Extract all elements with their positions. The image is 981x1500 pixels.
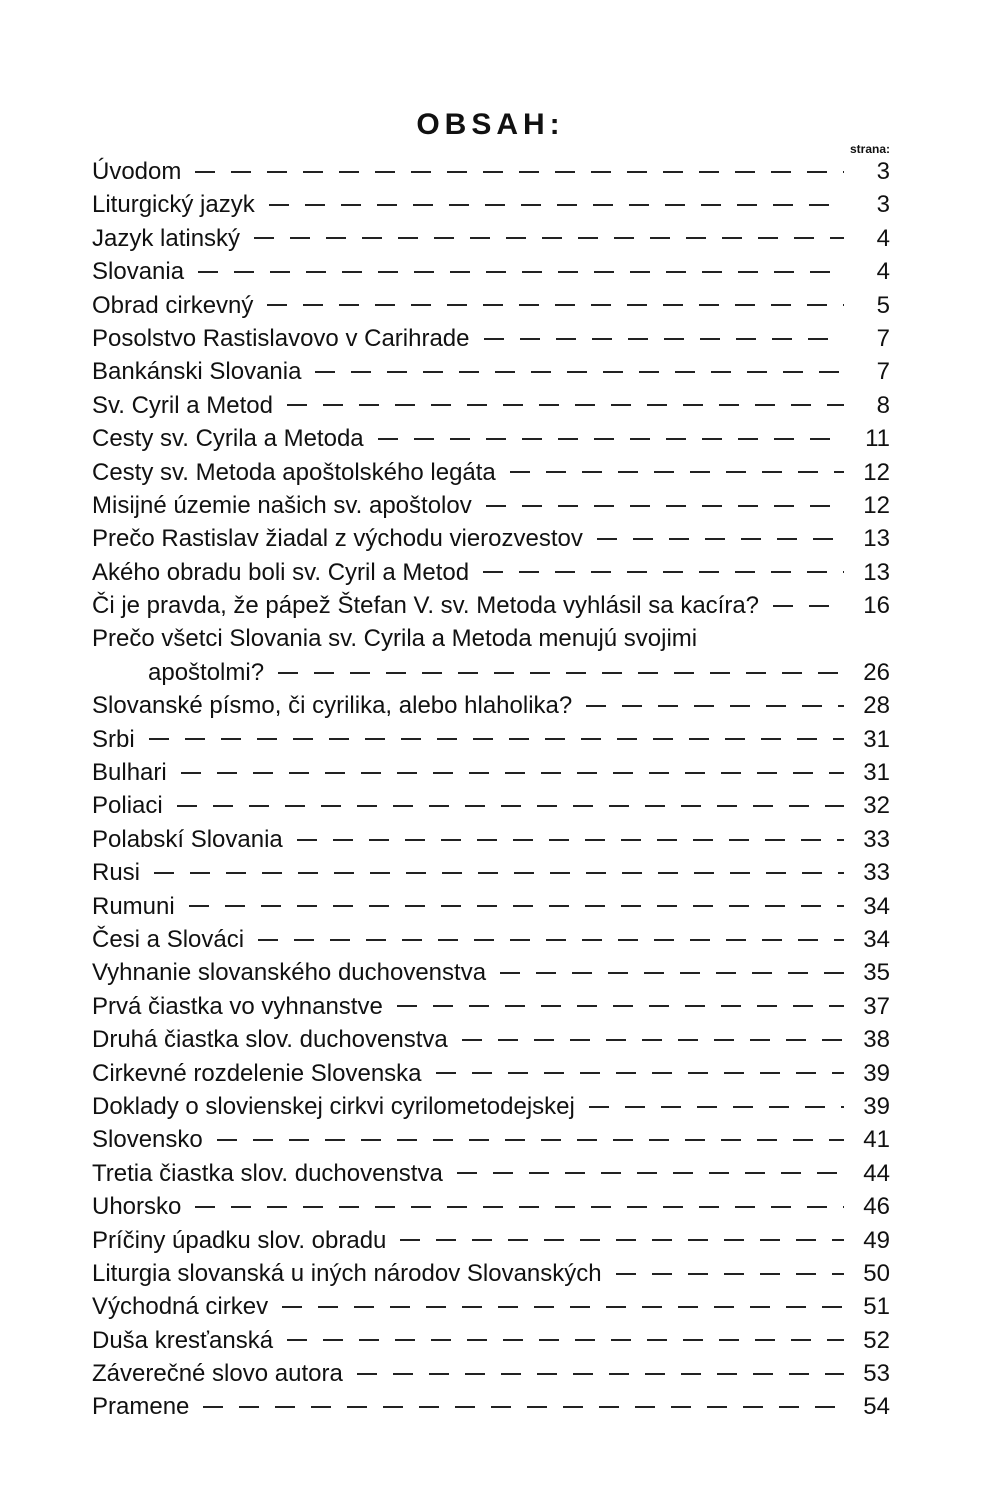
toc-leader-dashes (181, 772, 844, 774)
toc-entry (92, 1157, 890, 1190)
toc-entry (92, 289, 890, 322)
toc-entry-page-number: 41 (863, 1126, 890, 1154)
toc-entry-label: Príčiny úpadku slov. obradu (92, 1226, 387, 1254)
toc-entry (92, 389, 890, 422)
toc-leader-dashes (278, 672, 844, 674)
toc-entry-page-number: 3 (876, 191, 890, 219)
toc-entry-label: Akého obradu boli sv. Cyril a Metod (92, 558, 470, 586)
toc-entry-label: Sv. Cyril a Metod (92, 391, 273, 419)
toc-leader-dashes (217, 1139, 844, 1141)
toc-entry-page-number: 8 (876, 391, 890, 419)
toc-entry-label: Obrad cirkevný (92, 291, 254, 319)
toc-entry (92, 355, 890, 388)
toc-entry-page-number: 5 (876, 291, 890, 319)
toc-leader-dashes (203, 1406, 844, 1408)
toc-entry (92, 656, 890, 689)
toc-entry (92, 1190, 890, 1223)
toc-entry (92, 255, 890, 288)
toc-entry (92, 489, 890, 522)
toc-entry-label: Rumuni (92, 892, 175, 920)
toc-entry-label: Cesty sv. Metoda apoštolského legáta (92, 458, 496, 486)
toc-leader-dashes (297, 839, 844, 841)
toc-entry-page-number: 49 (863, 1226, 890, 1254)
toc-entry-label: Liturgický jazyk (92, 191, 255, 219)
toc-leader-dashes (269, 204, 844, 206)
toc-leader-dashes (484, 338, 845, 340)
toc-leader-dashes (287, 1339, 844, 1341)
toc-entry-label: Pramene (92, 1393, 190, 1421)
toc-entry-page-number: 33 (863, 825, 890, 853)
toc-entry (92, 990, 890, 1023)
toc-leader-dashes (195, 171, 844, 173)
page-column-header: strana: (849, 142, 890, 156)
toc-entry-page-number: 50 (863, 1259, 890, 1287)
toc-entry (92, 823, 890, 856)
toc-entry-page-number: 13 (863, 525, 890, 553)
toc-entry-page-number: 4 (876, 224, 890, 252)
toc-entry-label: Prečo všetci Slovania sv. Cyrila a Metoda menujú svojimi (92, 625, 698, 653)
toc-entry (92, 923, 890, 956)
toc-entry (92, 1290, 890, 1323)
toc-entry (92, 1390, 890, 1423)
toc-entry-label: Duša kresťanská (92, 1326, 274, 1354)
toc-entry (92, 723, 890, 756)
toc-entry-label: Polabskí Slovania (92, 825, 283, 853)
toc-entry-page-number: 33 (863, 859, 890, 887)
toc-entry-label: Jazyk latinský (92, 224, 241, 252)
toc-entry-label: Doklady o slovienskej cirkvi cyrilometodejskej (92, 1092, 575, 1120)
toc-entry-page-number: 13 (863, 558, 890, 586)
toc-entry-page-number: 37 (863, 992, 890, 1020)
toc-entry-label: Druhá čiastka slov. duchovenstva (92, 1026, 448, 1054)
toc-entry-label: Prečo Rastislav žiadal z východu vierozvestov (92, 525, 583, 553)
toc-leader-dashes (357, 1373, 844, 1375)
toc-entry-label: Úvodom (92, 158, 182, 185)
toc-entry (92, 1324, 890, 1357)
toc-entry (92, 222, 890, 255)
toc-leader-dashes (457, 1172, 844, 1174)
toc-entry (92, 456, 890, 489)
toc-entry (92, 188, 890, 221)
toc-entry (92, 422, 890, 455)
toc-leader-dashes (315, 371, 844, 373)
toc-entry (92, 1057, 890, 1090)
toc-leader-dashes (154, 872, 844, 874)
toc-entry-label: Liturgia slovanská u iných národov Slovanských (92, 1259, 602, 1287)
toc-entry-page-number: 51 (863, 1293, 890, 1321)
toc-leader-dashes (378, 438, 844, 440)
toc-leader-dashes (510, 471, 844, 473)
toc-entry-page-number: 39 (863, 1059, 890, 1087)
toc-entry-page-number: 16 (863, 592, 890, 620)
toc-entry-page-number: 31 (863, 725, 890, 753)
toc-entry-page-number: 44 (863, 1159, 890, 1187)
toc-entry-label: Slovanské písmo, či cyrilika, alebo hlaholika? (92, 692, 573, 720)
toc-entry (92, 756, 890, 789)
toc-leader-dashes (177, 805, 844, 807)
toc-leader-dashes (597, 538, 844, 540)
toc-entry (92, 322, 890, 355)
toc-leader-dashes (616, 1273, 844, 1275)
toc-entry-label: Uhorsko (92, 1193, 182, 1221)
toc-leader-dashes (195, 1206, 844, 1208)
toc-entry-page-number: 28 (863, 692, 890, 720)
toc-entry-page-number: 4 (876, 258, 890, 286)
toc-entry-label: Cirkevné rozdelenie Slovenska (92, 1059, 422, 1087)
toc-entry-page-number: 3 (876, 158, 890, 185)
toc-entry-page-number: 46 (863, 1193, 890, 1221)
toc-entry (92, 1357, 890, 1390)
toc-entry (92, 856, 890, 889)
toc-entry (92, 1224, 890, 1257)
toc-leader-dashes (149, 738, 844, 740)
toc-leader-dashes (282, 1306, 844, 1308)
toc-entry-label: Cesty sv. Cyrila a Metoda (92, 425, 364, 453)
toc-leader-dashes (198, 271, 844, 273)
toc-entry-page-number: 7 (876, 358, 890, 386)
toc-entry-page-number: 52 (863, 1326, 890, 1354)
toc-entry-page-number: 31 (863, 759, 890, 787)
toc-entry (92, 1023, 890, 1056)
toc-entry (92, 1257, 890, 1290)
toc-entry-page-number: 32 (863, 792, 890, 820)
toc-entry-label: Či je pravda, že pápež Štefan V. sv. Metoda vyhlásil sa kacíra? (92, 592, 760, 620)
toc-entry-label: Slovania (92, 258, 185, 286)
toc-leader-dashes (436, 1072, 844, 1074)
toc-leader-dashes (483, 571, 844, 573)
toc-entry (92, 956, 890, 989)
toc-entry-label: Rusi (92, 859, 141, 887)
toc-entry (92, 789, 890, 822)
toc-leader-dashes (586, 705, 844, 707)
toc-entry (92, 589, 890, 622)
toc-entry-page-number: 7 (876, 324, 890, 352)
toc-entry (92, 1123, 890, 1156)
toc-entry-label: Tretia čiastka slov. duchovenstva (92, 1159, 443, 1187)
toc-entry-page-number: 53 (863, 1360, 890, 1388)
toc-entry-page-number: 34 (863, 892, 890, 920)
toc-entry (92, 155, 890, 188)
toc-leader-dashes (773, 605, 844, 607)
toc-leader-dashes (589, 1106, 844, 1108)
toc-entry-label: Záverečné slovo autora (92, 1360, 343, 1388)
toc-entry-label: Poliaci (92, 792, 163, 820)
toc-leader-dashes (462, 1039, 844, 1041)
toc-leader-dashes (254, 237, 844, 239)
toc-entry (92, 556, 890, 589)
table-of-contents (92, 155, 890, 1424)
toc-entry (92, 890, 890, 923)
toc-entry-label: Bulhari (92, 759, 167, 787)
toc-leader-dashes (267, 304, 844, 306)
toc-entry-page-number: 35 (863, 959, 890, 987)
toc-leader-dashes (500, 972, 844, 974)
toc-leader-dashes (486, 505, 844, 507)
toc-entry-label: Slovensko (92, 1126, 203, 1154)
toc-entry (92, 622, 890, 655)
toc-entry-page-number: 26 (863, 658, 890, 686)
toc-entry-label: Prvá čiastka vo vyhnanstve (92, 992, 383, 1020)
toc-entry-page-number: 34 (863, 925, 890, 953)
toc-leader-dashes (397, 1005, 844, 1007)
page-title: OBSAH: (416, 108, 565, 141)
toc-entry-page-number: 54 (863, 1393, 890, 1421)
toc-entry-page-number: 38 (863, 1026, 890, 1054)
toc-entry (92, 1090, 890, 1123)
toc-entry-page-number: 12 (863, 458, 890, 486)
toc-entry-page-number: 12 (863, 491, 890, 519)
toc-leader-dashes (400, 1239, 844, 1241)
toc-entry-label: Vyhnanie slovanského duchovenstva (92, 959, 487, 987)
toc-entry-label: Česi a Slováci (92, 925, 245, 953)
toc-leader-dashes (189, 905, 844, 907)
toc-leader-dashes (287, 404, 844, 406)
toc-entry-label: Srbi (92, 725, 135, 753)
toc-leader-dashes (258, 939, 844, 941)
toc-entry-label: Misijné územie našich sv. apoštolov (92, 491, 472, 519)
toc-entry (92, 689, 890, 722)
toc-entry-label: Východná cirkev (92, 1293, 269, 1321)
toc-entry-page-number: 39 (863, 1092, 890, 1120)
toc-entry-page-number: 11 (865, 425, 890, 453)
toc-entry-label: Posolstvo Rastislavovo v Carihrade (92, 324, 470, 352)
toc-entry-label: Bankánski Slovania (92, 358, 302, 386)
toc-entry (92, 522, 890, 555)
toc-entry-label: apoštolmi? (148, 658, 265, 686)
